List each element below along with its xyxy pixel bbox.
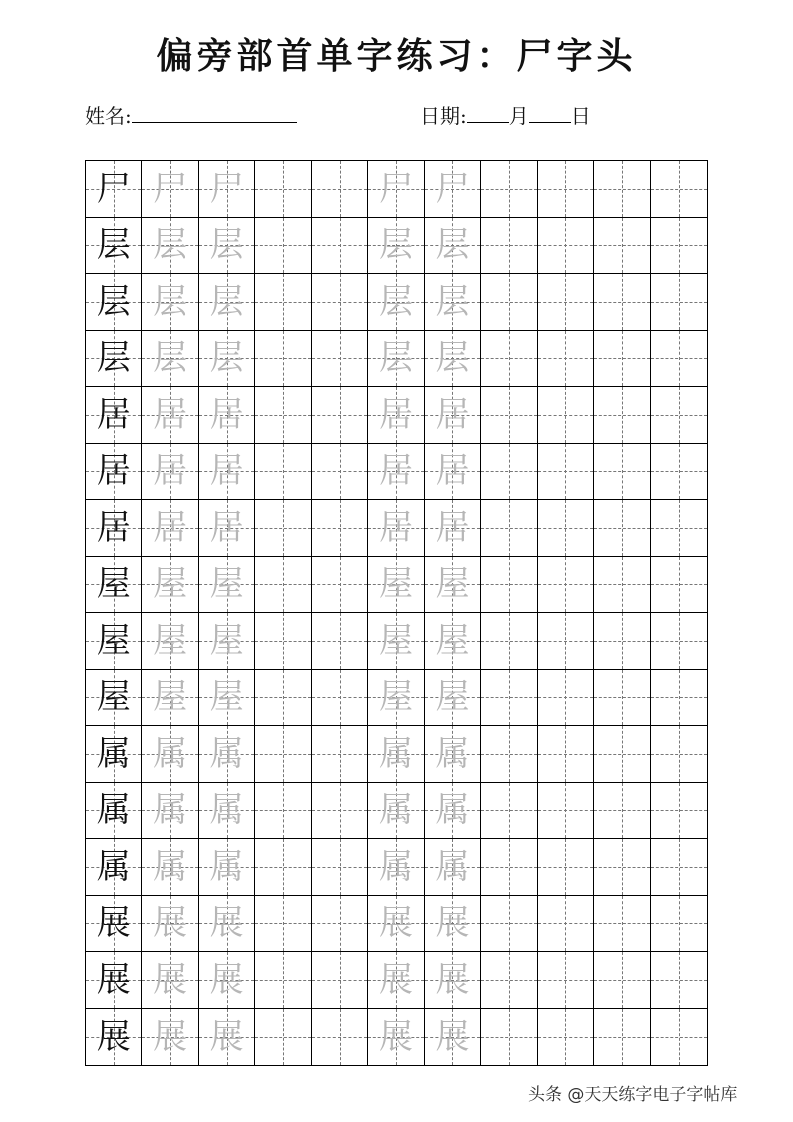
trace-character-cell[interactable] <box>368 387 424 444</box>
trace-character-cell[interactable] <box>368 726 424 783</box>
trace-character: 属 <box>378 733 413 774</box>
trace-character-cell[interactable] <box>425 896 481 953</box>
model-character: 展 <box>96 959 131 1000</box>
trace-character: 属 <box>153 846 188 887</box>
empty-practice-cell[interactable] <box>651 839 707 896</box>
empty-practice-cell[interactable] <box>481 726 537 783</box>
empty-practice-cell[interactable] <box>481 1009 537 1066</box>
trace-character-cell[interactable] <box>199 218 255 275</box>
empty-practice-cell[interactable] <box>538 670 594 727</box>
empty-practice-cell[interactable] <box>255 1009 311 1066</box>
empty-practice-cell[interactable] <box>651 1009 707 1066</box>
empty-practice-cell[interactable] <box>481 670 537 727</box>
empty-practice-cell[interactable] <box>538 1009 594 1066</box>
empty-practice-cell[interactable] <box>312 274 368 331</box>
trace-character-cell[interactable] <box>142 274 198 331</box>
trace-character-cell[interactable] <box>199 726 255 783</box>
empty-practice-cell[interactable] <box>312 387 368 444</box>
empty-practice-cell[interactable] <box>538 444 594 501</box>
trace-character-cell[interactable] <box>425 726 481 783</box>
trace-character: 屋 <box>153 564 188 605</box>
trace-character-cell[interactable] <box>199 1009 255 1066</box>
date-label: 日期: <box>420 104 467 128</box>
trace-character-cell[interactable] <box>368 444 424 501</box>
trace-character: 居 <box>435 507 470 548</box>
trace-character: 属 <box>435 846 470 887</box>
trace-character-cell[interactable] <box>425 613 481 670</box>
empty-practice-cell[interactable] <box>481 387 537 444</box>
empty-practice-cell[interactable] <box>594 387 650 444</box>
empty-practice-cell[interactable] <box>538 331 594 388</box>
trace-character: 展 <box>435 903 470 944</box>
trace-character: 属 <box>153 790 188 831</box>
empty-practice-cell[interactable] <box>538 952 594 1009</box>
empty-practice-cell[interactable] <box>481 500 537 557</box>
empty-practice-cell[interactable] <box>651 783 707 840</box>
trace-character: 属 <box>435 733 470 774</box>
empty-practice-cell[interactable] <box>255 670 311 727</box>
model-character: 属 <box>96 790 131 831</box>
empty-practice-cell[interactable] <box>538 387 594 444</box>
page-title: 偏旁部首单字练习：尸字头 <box>156 36 637 77</box>
trace-character-cell[interactable] <box>199 557 255 614</box>
empty-practice-cell[interactable] <box>538 783 594 840</box>
empty-practice-cell[interactable] <box>481 161 537 218</box>
model-character-cell[interactable] <box>86 331 142 388</box>
empty-practice-cell[interactable] <box>594 557 650 614</box>
trace-character: 居 <box>435 394 470 435</box>
name-field <box>85 100 297 131</box>
empty-practice-cell[interactable] <box>651 331 707 388</box>
empty-practice-cell[interactable] <box>255 839 311 896</box>
empty-practice-cell[interactable] <box>312 500 368 557</box>
empty-practice-cell[interactable] <box>481 444 537 501</box>
trace-character-cell[interactable] <box>142 557 198 614</box>
empty-practice-cell[interactable] <box>594 331 650 388</box>
trace-character-cell[interactable] <box>425 161 481 218</box>
trace-character-cell[interactable] <box>142 613 198 670</box>
trace-character-cell[interactable] <box>368 161 424 218</box>
trace-character: 层 <box>209 281 244 322</box>
empty-practice-cell[interactable] <box>594 1009 650 1066</box>
empty-practice-cell[interactable] <box>481 613 537 670</box>
trace-character-cell[interactable] <box>425 839 481 896</box>
trace-character: 屋 <box>435 677 470 718</box>
trace-character: 层 <box>378 281 413 322</box>
trace-character-cell[interactable] <box>368 613 424 670</box>
trace-character-cell[interactable] <box>199 670 255 727</box>
trace-character: 屋 <box>378 677 413 718</box>
empty-practice-cell[interactable] <box>651 218 707 275</box>
empty-practice-cell[interactable] <box>594 500 650 557</box>
trace-character: 展 <box>435 1016 470 1057</box>
day-blank-line[interactable] <box>529 100 571 123</box>
model-character-cell[interactable] <box>86 557 142 614</box>
model-character: 屋 <box>96 677 131 718</box>
empty-practice-cell[interactable] <box>651 444 707 501</box>
trace-character: 屋 <box>435 564 470 605</box>
trace-character: 展 <box>209 1016 244 1057</box>
empty-practice-cell[interactable] <box>651 500 707 557</box>
trace-character-cell[interactable] <box>368 331 424 388</box>
date-field <box>420 100 591 131</box>
empty-practice-cell[interactable] <box>312 444 368 501</box>
trace-character: 居 <box>435 451 470 492</box>
model-character-cell[interactable] <box>86 839 142 896</box>
trace-character: 屋 <box>153 620 188 661</box>
trace-character: 展 <box>378 1016 413 1057</box>
trace-character-cell[interactable] <box>368 783 424 840</box>
trace-character: 尸 <box>435 168 470 209</box>
trace-character-cell[interactable] <box>142 161 198 218</box>
empty-practice-cell[interactable] <box>481 896 537 953</box>
trace-character-cell[interactable] <box>425 444 481 501</box>
model-character: 层 <box>96 281 131 322</box>
day-label: 日 <box>570 104 591 128</box>
empty-practice-cell[interactable] <box>594 783 650 840</box>
trace-character-cell[interactable] <box>199 444 255 501</box>
empty-practice-cell[interactable] <box>594 670 650 727</box>
trace-character-cell[interactable] <box>368 670 424 727</box>
empty-practice-cell[interactable] <box>312 839 368 896</box>
model-character-cell[interactable] <box>86 387 142 444</box>
trace-character-cell[interactable] <box>425 274 481 331</box>
model-character: 展 <box>96 1016 131 1057</box>
trace-character: 属 <box>378 846 413 887</box>
model-character-cell[interactable] <box>86 670 142 727</box>
trace-character-cell[interactable] <box>368 1009 424 1066</box>
empty-practice-cell[interactable] <box>481 274 537 331</box>
trace-character: 居 <box>378 451 413 492</box>
trace-character-cell[interactable] <box>199 387 255 444</box>
trace-character-cell[interactable] <box>368 500 424 557</box>
empty-practice-cell[interactable] <box>255 387 311 444</box>
trace-character-cell[interactable] <box>142 726 198 783</box>
trace-character-cell[interactable] <box>199 839 255 896</box>
trace-character-cell[interactable] <box>368 952 424 1009</box>
empty-practice-cell[interactable] <box>312 726 368 783</box>
trace-character: 层 <box>435 338 470 379</box>
empty-practice-cell[interactable] <box>651 161 707 218</box>
trace-character-cell[interactable] <box>142 500 198 557</box>
empty-practice-cell[interactable] <box>312 670 368 727</box>
trace-character: 居 <box>153 451 188 492</box>
trace-character: 层 <box>153 338 188 379</box>
watermark: 头条 @天天练字电子字帖库 <box>528 1085 738 1105</box>
trace-character-cell[interactable] <box>368 218 424 275</box>
empty-practice-cell[interactable] <box>538 839 594 896</box>
empty-practice-cell[interactable] <box>651 387 707 444</box>
trace-character-cell[interactable] <box>142 952 198 1009</box>
empty-practice-cell[interactable] <box>538 726 594 783</box>
month-blank-line[interactable] <box>467 100 509 123</box>
trace-character: 展 <box>153 903 188 944</box>
trace-character-cell[interactable] <box>142 444 198 501</box>
trace-character-cell[interactable] <box>199 952 255 1009</box>
empty-practice-cell[interactable] <box>312 161 368 218</box>
trace-character-cell[interactable] <box>368 274 424 331</box>
empty-practice-cell[interactable] <box>255 274 311 331</box>
trace-character: 展 <box>209 903 244 944</box>
empty-practice-cell[interactable] <box>481 218 537 275</box>
trace-character: 层 <box>209 225 244 266</box>
empty-practice-cell[interactable] <box>651 896 707 953</box>
model-character-cell[interactable] <box>86 726 142 783</box>
practice-grid <box>85 160 708 1066</box>
empty-practice-cell[interactable] <box>594 274 650 331</box>
model-character-cell[interactable] <box>86 500 142 557</box>
trace-character: 居 <box>153 394 188 435</box>
empty-practice-cell[interactable] <box>255 218 311 275</box>
trace-character: 屋 <box>209 677 244 718</box>
trace-character: 屋 <box>209 620 244 661</box>
model-character: 层 <box>96 225 131 266</box>
trace-character-cell[interactable] <box>142 218 198 275</box>
model-character: 屋 <box>96 564 131 605</box>
empty-practice-cell[interactable] <box>481 783 537 840</box>
empty-practice-cell[interactable] <box>481 839 537 896</box>
trace-character-cell[interactable] <box>199 274 255 331</box>
trace-character: 属 <box>378 790 413 831</box>
trace-character: 居 <box>209 451 244 492</box>
model-character-cell[interactable] <box>86 161 142 218</box>
empty-practice-cell[interactable] <box>538 896 594 953</box>
trace-character: 展 <box>435 959 470 1000</box>
empty-practice-cell[interactable] <box>255 331 311 388</box>
trace-character: 层 <box>378 225 413 266</box>
empty-practice-cell[interactable] <box>481 557 537 614</box>
trace-character: 层 <box>153 225 188 266</box>
empty-practice-cell[interactable] <box>594 444 650 501</box>
empty-practice-cell[interactable] <box>594 161 650 218</box>
model-character: 属 <box>96 733 131 774</box>
trace-character: 层 <box>435 225 470 266</box>
trace-character-cell[interactable] <box>199 783 255 840</box>
trace-character-cell[interactable] <box>199 331 255 388</box>
empty-practice-cell[interactable] <box>594 613 650 670</box>
trace-character-cell[interactable] <box>425 387 481 444</box>
empty-practice-cell[interactable] <box>255 613 311 670</box>
trace-character: 居 <box>378 394 413 435</box>
trace-character-cell[interactable] <box>142 1009 198 1066</box>
trace-character-cell[interactable] <box>425 670 481 727</box>
empty-practice-cell[interactable] <box>651 670 707 727</box>
empty-practice-cell[interactable] <box>651 952 707 1009</box>
trace-character: 展 <box>378 959 413 1000</box>
trace-character-cell[interactable] <box>199 500 255 557</box>
trace-character: 展 <box>209 959 244 1000</box>
name-label: 姓名: <box>85 104 132 128</box>
model-character: 属 <box>96 846 131 887</box>
model-character: 尸 <box>96 168 131 209</box>
trace-character: 属 <box>153 733 188 774</box>
empty-practice-cell[interactable] <box>481 952 537 1009</box>
empty-practice-cell[interactable] <box>594 839 650 896</box>
trace-character-cell[interactable] <box>368 896 424 953</box>
trace-character: 屋 <box>153 677 188 718</box>
empty-practice-cell[interactable] <box>651 726 707 783</box>
empty-practice-cell[interactable] <box>594 896 650 953</box>
empty-practice-cell[interactable] <box>312 783 368 840</box>
trace-character-cell[interactable] <box>199 161 255 218</box>
model-character: 居 <box>96 451 131 492</box>
empty-practice-cell[interactable] <box>594 952 650 1009</box>
model-character-cell[interactable] <box>86 896 142 953</box>
trace-character-cell[interactable] <box>425 952 481 1009</box>
trace-character: 居 <box>209 394 244 435</box>
empty-practice-cell[interactable] <box>538 613 594 670</box>
model-character-cell[interactable] <box>86 952 142 1009</box>
empty-practice-cell[interactable] <box>538 274 594 331</box>
trace-character: 屋 <box>378 564 413 605</box>
trace-character: 居 <box>153 507 188 548</box>
empty-practice-cell[interactable] <box>255 726 311 783</box>
empty-practice-cell[interactable] <box>255 783 311 840</box>
trace-character-cell[interactable] <box>199 896 255 953</box>
trace-character-cell[interactable] <box>425 783 481 840</box>
trace-character-cell[interactable] <box>142 331 198 388</box>
empty-practice-cell[interactable] <box>255 161 311 218</box>
empty-practice-cell[interactable] <box>538 161 594 218</box>
trace-character-cell[interactable] <box>425 500 481 557</box>
model-character: 层 <box>96 338 131 379</box>
empty-practice-cell[interactable] <box>312 218 368 275</box>
empty-practice-cell[interactable] <box>651 557 707 614</box>
empty-practice-cell[interactable] <box>538 500 594 557</box>
empty-practice-cell[interactable] <box>538 218 594 275</box>
trace-character: 屋 <box>435 620 470 661</box>
trace-character-cell[interactable] <box>368 557 424 614</box>
trace-character: 居 <box>378 507 413 548</box>
trace-character: 层 <box>153 281 188 322</box>
empty-practice-cell[interactable] <box>255 952 311 1009</box>
trace-character: 尸 <box>378 168 413 209</box>
trace-character-cell[interactable] <box>142 783 198 840</box>
trace-character: 屋 <box>209 564 244 605</box>
trace-character: 展 <box>153 1016 188 1057</box>
trace-character: 尸 <box>153 168 188 209</box>
empty-practice-cell[interactable] <box>312 1009 368 1066</box>
empty-practice-cell[interactable] <box>312 557 368 614</box>
model-character-cell[interactable] <box>86 444 142 501</box>
trace-character-cell[interactable] <box>425 1009 481 1066</box>
trace-character-cell[interactable] <box>142 670 198 727</box>
trace-character: 层 <box>209 338 244 379</box>
empty-practice-cell[interactable] <box>255 444 311 501</box>
empty-practice-cell[interactable] <box>481 331 537 388</box>
empty-practice-cell[interactable] <box>255 896 311 953</box>
trace-character-cell[interactable] <box>142 387 198 444</box>
model-character-cell[interactable] <box>86 274 142 331</box>
model-character-cell[interactable] <box>86 1009 142 1066</box>
trace-character: 层 <box>378 338 413 379</box>
empty-practice-cell[interactable] <box>312 331 368 388</box>
empty-practice-cell[interactable] <box>312 952 368 1009</box>
empty-practice-cell[interactable] <box>594 218 650 275</box>
model-character: 展 <box>96 903 131 944</box>
trace-character-cell[interactable] <box>425 557 481 614</box>
empty-practice-cell[interactable] <box>651 613 707 670</box>
empty-practice-cell[interactable] <box>594 726 650 783</box>
trace-character: 屋 <box>378 620 413 661</box>
trace-character: 尸 <box>209 168 244 209</box>
empty-practice-cell[interactable] <box>312 613 368 670</box>
trace-character: 属 <box>209 790 244 831</box>
model-character-cell[interactable] <box>86 783 142 840</box>
trace-character: 展 <box>378 903 413 944</box>
trace-character-cell[interactable] <box>368 839 424 896</box>
empty-practice-cell[interactable] <box>651 274 707 331</box>
trace-character-cell[interactable] <box>142 839 198 896</box>
trace-character-cell[interactable] <box>425 218 481 275</box>
trace-character: 属 <box>209 846 244 887</box>
info-row <box>85 100 705 130</box>
model-character: 居 <box>96 507 131 548</box>
month-label: 月 <box>508 104 529 128</box>
trace-character: 层 <box>435 281 470 322</box>
name-blank-line[interactable] <box>132 100 297 123</box>
trace-character-cell[interactable] <box>142 896 198 953</box>
trace-character: 属 <box>435 790 470 831</box>
empty-practice-cell[interactable] <box>255 500 311 557</box>
empty-practice-cell[interactable] <box>538 557 594 614</box>
empty-practice-cell[interactable] <box>255 557 311 614</box>
trace-character: 展 <box>153 959 188 1000</box>
model-character-cell[interactable] <box>86 218 142 275</box>
model-character: 居 <box>96 394 131 435</box>
model-character: 屋 <box>96 620 131 661</box>
trace-character: 属 <box>209 733 244 774</box>
model-character-cell[interactable] <box>86 613 142 670</box>
trace-character-cell[interactable] <box>199 613 255 670</box>
trace-character-cell[interactable] <box>425 331 481 388</box>
trace-character: 居 <box>209 507 244 548</box>
empty-practice-cell[interactable] <box>312 896 368 953</box>
